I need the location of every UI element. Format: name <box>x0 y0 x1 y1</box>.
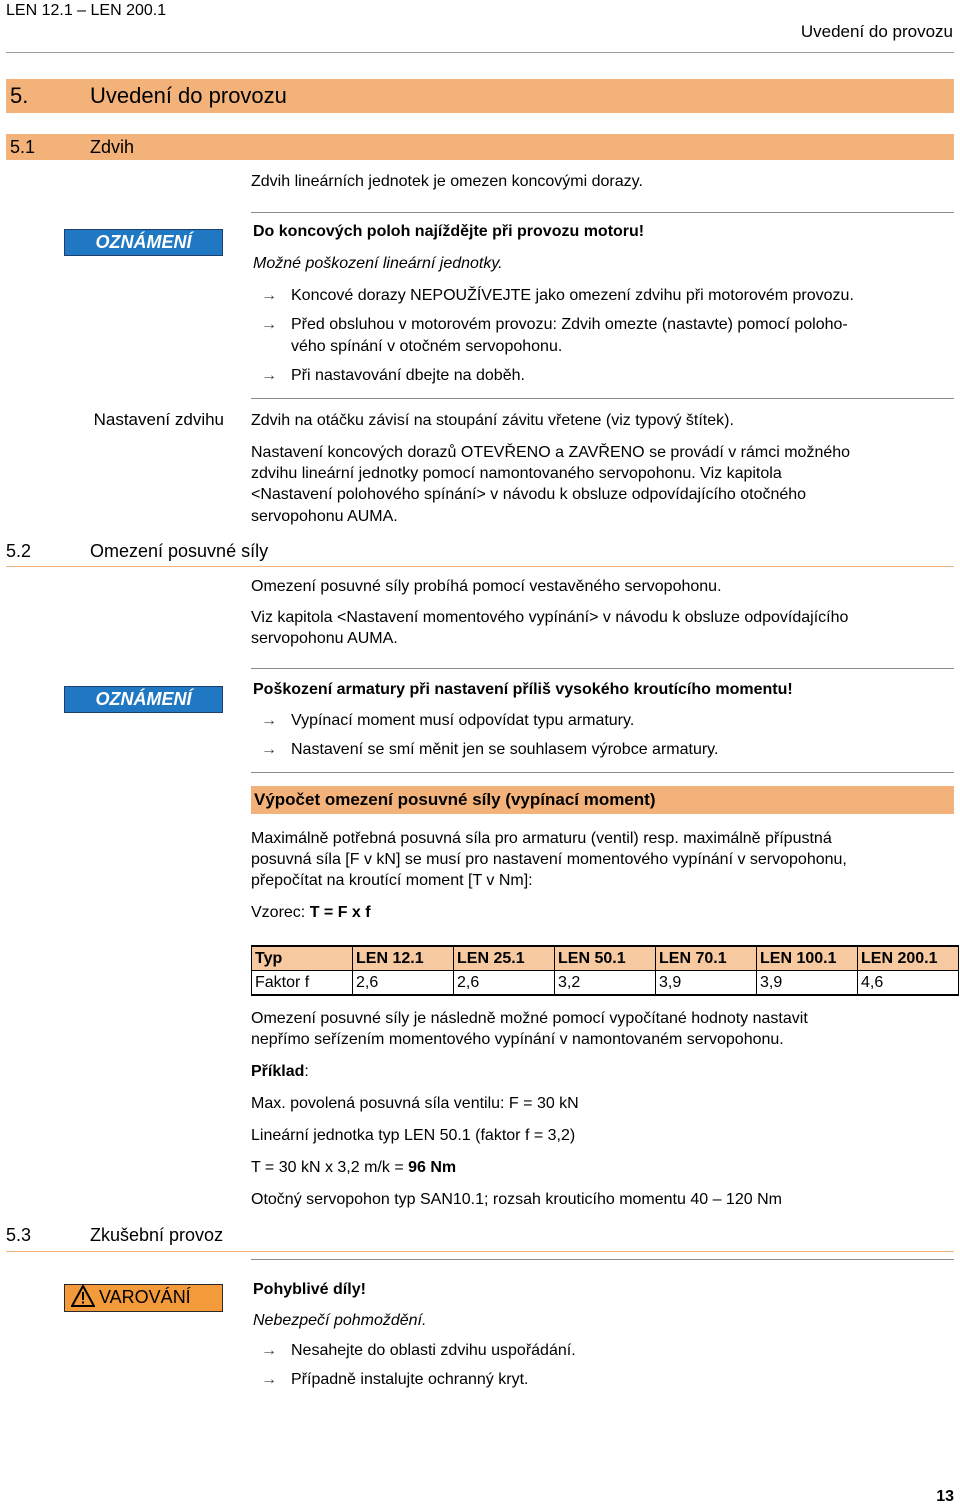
paragraph: Zdvih lineárních jednotek je omezen koncovými dorazy. <box>251 173 643 190</box>
bullet-continuation: vého spínání v otočném servopohonu. <box>291 338 563 355</box>
paragraph: Omezení posuvné síly probíhá pomocí vestavěného servopohonu. <box>251 578 722 595</box>
header-chapter-title: Uvedení do provozu <box>800 22 953 41</box>
table-cell: 3,9 <box>656 971 757 996</box>
paragraph-line: nepřímo seřízením momentového vypínání v namontovaném servopohonu. <box>251 1031 784 1048</box>
factor-table <box>251 945 959 996</box>
arrow-icon: → <box>261 1342 277 1359</box>
divider <box>251 1259 954 1260</box>
header-divider <box>6 52 954 53</box>
notice-subtext: Možné poškození lineární jednotky. <box>253 255 503 272</box>
section-5-2-heading <box>6 541 269 562</box>
table-cell: 2,6 <box>454 971 555 996</box>
section-number: 5.3 <box>6 1225 32 1245</box>
bullet-item: → Případně instalujte ochranný kryt. <box>261 1371 529 1388</box>
notice-headline: Poškození armatury při nastavení příliš vysokého kroutícího momentu! <box>253 681 793 698</box>
section-number: 5.1 <box>10 137 36 157</box>
table-cell: LEN 200.1 <box>858 946 959 971</box>
section-title: Zdvih <box>90 137 135 157</box>
table-cell: LEN 100.1 <box>757 946 858 971</box>
arrow-icon: → <box>261 741 277 758</box>
section-title: Uvedení do provozu <box>90 83 287 108</box>
bullet-item: → Při nastavování dbejte na doběh. <box>261 367 525 384</box>
formula: Vzorec: T = F x f <box>251 904 371 921</box>
paragraph-line: servopohonu AUMA. <box>251 508 398 525</box>
warning-triangle-icon <box>71 1285 95 1307</box>
table-cell: LEN 12.1 <box>353 946 454 971</box>
table-row <box>252 971 959 996</box>
table-cell: Typ <box>252 946 353 971</box>
arrow-icon: → <box>261 1371 277 1388</box>
section-5-1-heading <box>6 134 954 160</box>
divider <box>251 398 954 399</box>
table-cell: LEN 25.1 <box>454 946 555 971</box>
example-line: Lineární jednotka typ LEN 50.1 (faktor f = 3,2) <box>251 1127 576 1144</box>
header-doc-title: LEN 12.1 – LEN 200.1 <box>6 2 167 19</box>
section-number: 5.2 <box>6 541 32 561</box>
table-cell: 4,6 <box>858 971 959 996</box>
example-line: Max. povolená posuvná síla ventilu: F = 30 kN <box>251 1095 579 1112</box>
paragraph-line: Omezení posuvné síly je následně možné pomocí vypočítané hodnoty nastavit <box>251 1010 808 1027</box>
notice-headline: Do koncových poloh najíždějte při provozu motoru! <box>253 223 645 240</box>
notice-badge: OZNÁMENÍ <box>64 686 223 713</box>
paragraph-line: přepočítat na kroutící moment [T v Nm]: <box>251 872 533 889</box>
paragraph-line: zdvihu lineární jednotky pomocí namontovaného servopohonu. Viz kapitola <box>251 465 782 482</box>
table-cell: Faktor f <box>252 971 353 996</box>
divider <box>251 668 954 669</box>
divider <box>251 212 954 213</box>
table-cell: 3,9 <box>757 971 858 996</box>
calculation-heading: Výpočet omezení posuvné síly (vypínací moment) <box>251 786 954 814</box>
section-title: Zkušební provoz <box>90 1225 224 1245</box>
section-number: 5. <box>10 83 29 108</box>
divider <box>6 1251 954 1252</box>
section-title: Omezení posuvné síly <box>90 541 269 561</box>
paragraph-line: servopohonu AUMA. <box>251 630 398 647</box>
table-header-row <box>252 946 959 971</box>
table-cell: LEN 70.1 <box>656 946 757 971</box>
example-label: Příklad: <box>251 1063 309 1080</box>
paragraph-line: Nastavení koncových dorazů OTEVŘENO a ZAVŘENO se provádí v rámci možného <box>251 444 851 461</box>
bullet-item: → Nesahejte do oblasti zdvihu uspořádání. <box>261 1342 576 1359</box>
warning-subtext: Nebezpečí pohmoždění. <box>253 1312 427 1329</box>
bullet-item: → Nastavení se smí měnit jen se souhlasem výrobce armatury. <box>261 741 719 758</box>
arrow-icon: → <box>261 367 277 384</box>
arrow-icon: → <box>261 712 277 729</box>
divider <box>6 566 954 567</box>
bullet-item: → Vypínací moment musí odpovídat typu armatury. <box>261 712 635 729</box>
arrow-icon: → <box>261 287 277 304</box>
paragraph: Zdvih na otáčku závisí na stoupání závitu vřetene (viz typový štítek). <box>251 412 734 429</box>
warning-headline: Pohyblivé díly! <box>253 1281 366 1298</box>
arrow-icon: → <box>261 316 277 333</box>
notice-badge: OZNÁMENÍ <box>64 229 223 256</box>
example-line: T = 30 kN x 3,2 m/k = 96 Nm <box>251 1159 457 1176</box>
page-number: 13 <box>936 1488 954 1505</box>
paragraph-line: <Nastavení polohového spínání> v návodu k obsluze odpovídajícího otočného <box>251 486 807 503</box>
warning-badge: VAROVÁNÍ <box>64 1284 223 1312</box>
section-5-heading <box>6 79 954 113</box>
example-line: Otočný servopohon typ SAN10.1; rozsah krouticího momentu 40 – 120 Nm <box>251 1191 782 1208</box>
bullet-item: → Koncové dorazy NEPOUŽÍVEJTE jako omezení zdvihu při motorovém provozu. <box>261 287 854 304</box>
section-5-3-heading <box>6 1225 224 1246</box>
bullet-item: → Před obsluhou v motorovém provozu: Zdvih omezte (nastavte) pomocí poloho- <box>261 316 848 333</box>
table-cell: 2,6 <box>353 971 454 996</box>
divider <box>251 772 954 773</box>
paragraph-line: posuvná síla [F v kN] se musí pro nastavení momentového vypínání v servopohonu, <box>251 851 847 868</box>
table-cell: LEN 50.1 <box>555 946 656 971</box>
table-cell: 3,2 <box>555 971 656 996</box>
paragraph-line: Viz kapitola <Nastavení momentového vypínání> v návodu k obsluze odpovídajícího <box>251 609 849 626</box>
side-label: Nastavení zdvihu <box>93 410 224 429</box>
paragraph-line: Maximálně potřebná posuvná síla pro armaturu (ventil) resp. maximálně přípustná <box>251 830 832 847</box>
